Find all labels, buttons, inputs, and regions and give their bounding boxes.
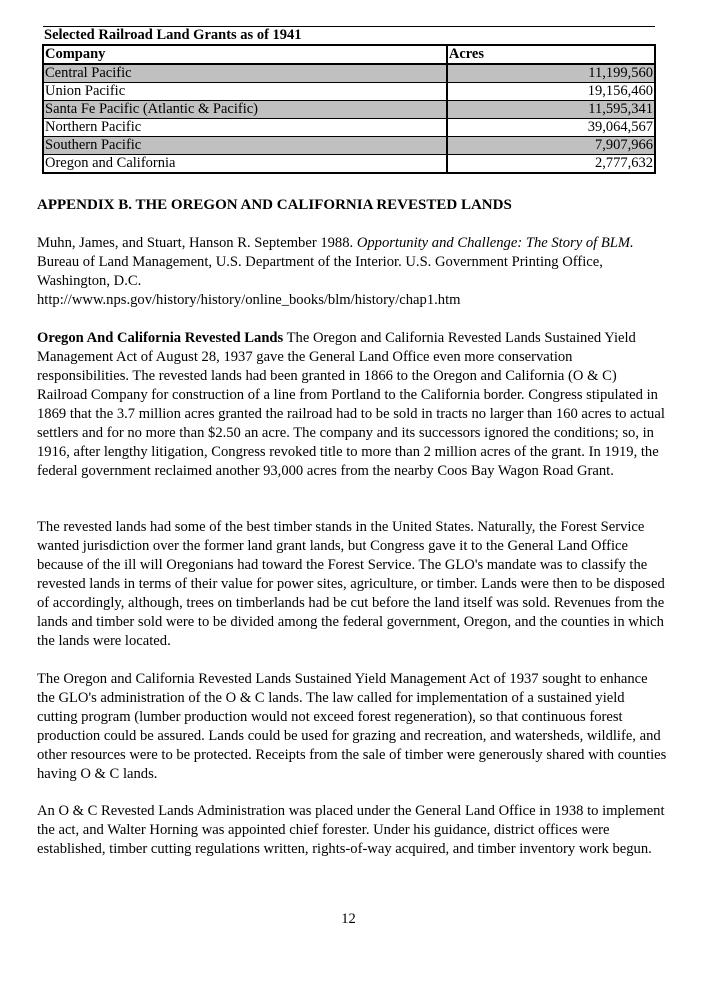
paragraph-timber-stands: The revested lands had some of the best timber stands in the United States. Naturally, the Forest Service wanted jurisdiction over the former land grant lands, but Congress gave it to the General Land Office because of the ill will Oregonians had toward the Forest Service. The GLO's mandate was to classify the revested lands in terms of their value for power sites, agriculture, or timber. Lands were then to be disposed of accordingly, although, trees on timberlands had be cut before the land itself was sold. Revenues from the lands and timber sold were to be divided among the federal government, Oregon, and the counties in which the lands were located.	[37, 519, 665, 649]
table-row	[43, 83, 655, 101]
citation-publisher: Bureau of Land Management, U.S. Department of the Interior. U.S. Government Printing Office, Washington, D.C.	[37, 254, 603, 289]
acres-cell: 39,064,567	[447, 119, 655, 137]
appendix-heading: APPENDIX B. THE OREGON AND CALIFORNIA REVESTED LANDS	[37, 197, 512, 213]
company-cell: Union Pacific	[43, 83, 447, 101]
table-caption: Selected Railroad Land Grants as of 1941	[43, 27, 655, 46]
citation-authors: Muhn, James, and Stuart, Hanson R. September 1988.	[37, 235, 357, 251]
table-row	[43, 137, 655, 155]
table-caption-row	[43, 27, 655, 46]
table-row	[43, 155, 655, 174]
citation-title: Opportunity and Challenge: The Story of BLM.	[356, 235, 634, 251]
column-header-company: Company	[43, 45, 447, 64]
paragraph-oc-administration: An O & C Revested Lands Administration was placed under the General Land Office in 1938 to implement the act, and Walter Horning was appointed chief forester. Under his guidance, district offices were established, timber cutting regulations written, rights-of-way acquired, and timber inventory work begun.	[37, 803, 665, 857]
paragraph-oc-revested-lands	[37, 329, 667, 481]
acres-cell: 11,595,341	[447, 101, 655, 119]
company-cell: Santa Fe Pacific (Atlantic & Pacific)	[43, 101, 447, 119]
source-url: http://www.nps.gov/history/history/online_books/blm/history/chap1.htm	[37, 292, 461, 308]
company-cell: Northern Pacific	[43, 119, 447, 137]
column-header-acres: Acres	[447, 45, 655, 64]
citation	[37, 234, 667, 291]
acres-cell: 19,156,460	[447, 83, 655, 101]
acres-cell: 2,777,632	[447, 155, 655, 174]
company-cell: Central Pacific	[43, 64, 447, 83]
acres-cell: 11,199,560	[447, 64, 655, 83]
page-number: 12	[341, 911, 356, 927]
table-row	[43, 64, 655, 83]
acres-cell: 7,907,966	[447, 137, 655, 155]
company-cell: Oregon and California	[43, 155, 447, 174]
table-row	[43, 101, 655, 119]
railroad-land-grants-table	[42, 26, 656, 174]
paragraph-body: The Oregon and California Revested Lands Sustained Yield Management Act of August 28, 1937 gave the General Land Office even more conservation responsibilities. The revested lands had been granted in 1866 to the Oregon and California (O & C) Railroad Company for construction of a line from Portland to the California border. Congress stipulated in 1869 that the 3.7 million acres granted the railroad had to be sold in tracts no larger than 160 acres to actual settlers and for no more than $2.50 an acre. The company and its successors ignored the conditions; so, in 1916, after lengthy litigation, Congress revoked title to more than 2 million acres of the grant. In 1919, the federal government reclaimed another 93,000 acres from the nearby Coos Bay Wagon Road Grant.	[37, 330, 665, 479]
run-in-heading: Oregon And California Revested Lands	[37, 330, 284, 346]
table-row	[43, 119, 655, 137]
paragraph-sustained-yield-act: The Oregon and California Revested Lands Sustained Yield Management Act of 1937 sought to enhance the GLO's administration of the O & C lands. The law called for implementation of a sustained yield cutting program (lumber production would not exceed forest regeneration), so that continuous forest production could be assured. Lands could be used for grazing and recreation, and watersheds, wildlife, and other resources were to be protected. Receipts from the sale of timber were generously shared with counties having O & C lands.	[37, 671, 667, 782]
company-cell: Southern Pacific	[43, 137, 447, 155]
table-header-row	[43, 45, 655, 64]
